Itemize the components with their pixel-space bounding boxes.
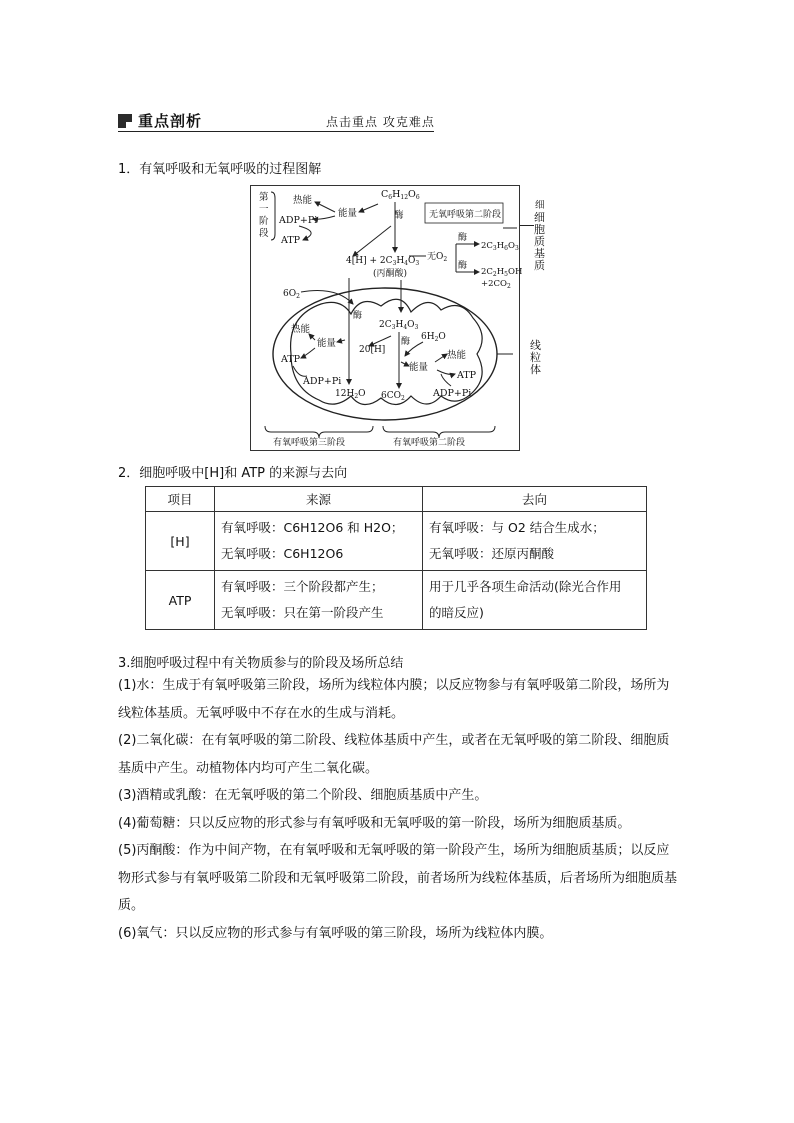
anaerobic-second-label: 无氧呼吸第二阶段	[429, 210, 502, 220]
summary-item: (6)氧气：只以反应物的形式参与有氧呼吸的第三阶段，场所为线粒体内膜。	[118, 925, 553, 941]
row-source: 有氧呼吸：三个阶段都产生； 无氧呼吸：只在第一阶段产生	[215, 571, 423, 630]
svg-text:酶: 酶	[401, 337, 411, 347]
row-item: ATP	[146, 571, 215, 630]
co2-6: $6CO_2$	[381, 391, 405, 402]
summary-item: (5)丙酮酸：作为中间产物，在有氧呼吸和无氧呼吸的第一阶段产生，场所为细胞质基质；以反应物形式参与有氧呼吸第二阶段和无氧呼吸第二阶段，前者场所为线粒体基质，后者场所为细胞质基质。	[118, 843, 678, 913]
svg-text:第: 第	[259, 192, 269, 203]
header-rule	[118, 131, 434, 132]
svg-text:ATP: ATP	[457, 370, 477, 381]
cytoplasm-side-label: 细胞质基质	[534, 211, 545, 272]
row-destination: 有氧呼吸：与 O2 结合生成水； 无氧呼吸：还原丙酮酸	[423, 512, 647, 571]
summary-list	[118, 672, 678, 947]
no-o2: 无$O_2$	[427, 252, 448, 263]
summary-item: (1)水：生成于有氧呼吸第三阶段，场所为线粒体内膜；以反应物参与有氧呼吸第二阶段，场所为线粒体基质。无氧呼吸中不存在水的生成与消耗。	[118, 678, 670, 721]
table-header-row	[146, 487, 647, 512]
section-marker-icon	[118, 114, 132, 128]
row-destination: 用于几乎各项生命活动(除光合作用 的暗反应)	[423, 571, 647, 630]
svg-text:能量: 能量	[317, 338, 337, 349]
svg-text:热能: 热能	[291, 324, 311, 335]
col-source: 来源	[215, 487, 423, 512]
heading-summary: 3.细胞呼吸过程中有关物质参与的阶段及场所总结	[118, 656, 404, 671]
h2o-6: $6H_2O$	[421, 332, 446, 343]
summary-item: (4)葡萄糖：只以反应物的形式参与有氧呼吸和无氧呼吸的第一阶段，场所为细胞质基质。	[118, 815, 631, 831]
h-atp-table	[145, 486, 647, 630]
svg-text:一: 一	[259, 204, 269, 215]
svg-text:细: 细	[535, 200, 545, 211]
svg-text:酶: 酶	[458, 233, 468, 243]
svg-text:能量: 能量	[409, 362, 429, 373]
ethanol: $2C_2H_5OH$	[481, 267, 523, 278]
h4-pyruvate: $4[H] + 2C_3H_4O_3$	[346, 256, 420, 267]
col-destination: 去向	[423, 487, 647, 512]
h2o-12: $12H_2O$	[335, 389, 366, 400]
o2-6: $6O_2$	[283, 289, 300, 300]
table-row	[146, 571, 647, 630]
enzyme-1: 酶	[394, 210, 404, 221]
svg-text:ADP+Pi: ADP+Pi	[433, 388, 472, 399]
svg-text:热能: 热能	[447, 350, 467, 361]
co2-2: $+2CO_2$	[481, 279, 511, 290]
h-20: 20[H]	[359, 345, 386, 355]
heading-diagram: 1．有氧呼吸和无氧呼吸的过程图解	[118, 162, 322, 177]
row-source: 有氧呼吸：C6H12O6 和 H2O； 无氧呼吸：C6H12O6	[215, 512, 423, 571]
section-title: 重点剖析	[138, 112, 203, 130]
svg-text:段: 段	[259, 228, 269, 239]
svg-text:阶: 阶	[259, 216, 269, 227]
energy-1: 能量	[338, 208, 358, 219]
svg-text:ATP: ATP	[281, 354, 301, 365]
aerobic-second-label: 有氧呼吸第二阶段	[393, 438, 466, 448]
svg-text:酶: 酶	[353, 311, 363, 321]
summary-item: (3)酒精或乳酸：在无氧呼吸的第二个阶段、细胞质基质中产生。	[118, 788, 488, 803]
section-subtitle: 点击重点 攻克难点	[326, 115, 435, 129]
svg-text:酶: 酶	[458, 261, 468, 271]
stage1-label	[259, 191, 269, 239]
summary-item: (2)二氧化碳：在有氧呼吸的第二阶段、线粒体基质中产生，或者在无氧呼吸的第二阶段、细胞质基质中产生。动植物体内均可产生二氧化碳。	[118, 733, 670, 776]
svg-text:ADP+Pi: ADP+Pi	[303, 376, 342, 387]
col-item: 项目	[146, 487, 215, 512]
heat-energy-1: 热能	[293, 195, 313, 206]
glucose-formula: $C_6H_{12}O_6$	[381, 189, 420, 201]
pyruvate-name: (丙酮酸)	[373, 269, 408, 279]
lactate: $2C_3H_6O_3$	[481, 241, 519, 252]
adp-pi-1: ADP+Pi	[279, 215, 318, 226]
table-row	[146, 512, 647, 571]
row-item: [H]	[146, 512, 215, 571]
pyruvate-2: $2C_3H_4O_3$	[379, 320, 419, 331]
atp-1: ATP	[281, 235, 301, 246]
mitochondria-side-label: 线粒体	[530, 339, 541, 376]
heading-table: 2．细胞呼吸中[H]和 ATP 的来源与去向	[118, 466, 348, 481]
aerobic-third-label: 有氧呼吸第三阶段	[273, 438, 346, 448]
